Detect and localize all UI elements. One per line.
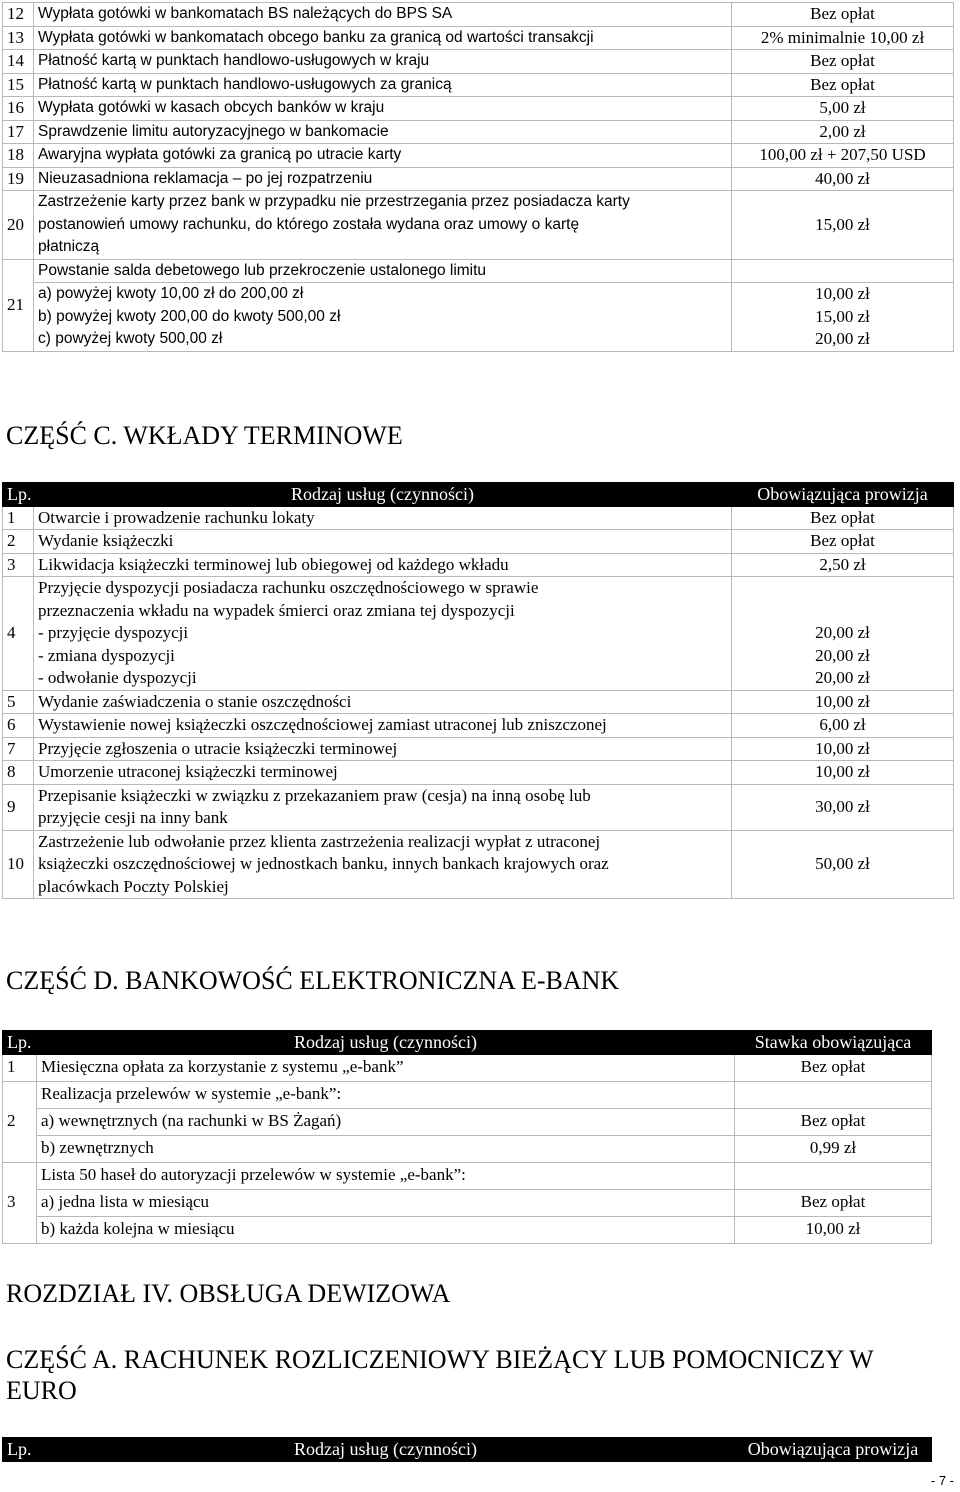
sub-description: b) zewnętrznych — [37, 1135, 735, 1162]
row-fee: 10,00 zł — [732, 737, 954, 761]
column-header-fee: Obowiązująca prowizja — [735, 1438, 932, 1462]
row-number: 14 — [3, 50, 34, 74]
sub-description: b) każda kolejna w miesiącu — [37, 1216, 735, 1243]
sub-description: - odwołanie dyspozycji — [34, 667, 732, 690]
sub-description: - przyjęcie dyspozycji — [34, 622, 732, 645]
sub-fee: 10,00 zł — [735, 1216, 932, 1243]
sub-description: c) powyżej kwoty 500,00 zł — [34, 328, 732, 351]
description-line: przyjęcie cesji na inny bank — [38, 808, 228, 827]
row-description: Wydanie zaświadczenia o stanie oszczędności — [34, 690, 732, 714]
table-row — [3, 737, 954, 761]
table-row — [3, 577, 954, 623]
sub-fee: 20,00 zł — [732, 667, 954, 690]
fees-table-term-deposits — [2, 482, 954, 899]
row-description: Wypłata gotówki w bankomatach BS należących do BPS SA — [34, 3, 732, 27]
sub-description: a) powyżej kwoty 10,00 zł do 200,00 zł — [34, 283, 732, 306]
row-number: 16 — [3, 97, 34, 121]
table-subrow — [3, 306, 954, 329]
row-description — [34, 191, 732, 260]
row-description — [34, 830, 732, 899]
table-row — [3, 259, 954, 283]
fees-table-cards — [2, 2, 954, 352]
row-description: Otwarcie i prowadzenie rachunku lokaty — [34, 506, 732, 530]
row-description: Likwidacja książeczki terminowej lub obiegowej od każdego wkładu — [34, 553, 732, 577]
row-fee: 5,00 zł — [732, 97, 954, 121]
description-line: Przyjęcie dyspozycji posiadacza rachunku oszczędnościowego w sprawie — [38, 578, 539, 597]
sub-description: a) wewnętrznych (na rachunki w BS Żagań) — [37, 1108, 735, 1135]
row-number: 18 — [3, 144, 34, 168]
table-subrow — [3, 645, 954, 668]
row-fee: Bez opłat — [732, 530, 954, 554]
table-row — [3, 144, 954, 168]
description-line: postanowień umowy rachunku, do którego została wydana oraz umowy o kartę — [38, 215, 580, 233]
chapter-title: ROZDZIAŁ IV. OBSŁUGA DEWIZOWA — [6, 1279, 451, 1308]
sub-description: b) powyżej kwoty 200,00 do kwoty 500,00 zł — [34, 306, 732, 329]
row-description: Płatność kartą w punktach handlowo-usługowych za granicą — [34, 73, 732, 97]
row-fee: 2,00 zł — [732, 120, 954, 144]
table-row — [3, 761, 954, 785]
column-header-service: Rodzaj usług (czynności) — [37, 1031, 735, 1055]
row-fee: 50,00 zł — [732, 830, 954, 899]
row-fee — [735, 1081, 932, 1108]
table-subrow — [3, 1189, 932, 1216]
table-subrow — [3, 667, 954, 690]
column-header-fee: Obowiązująca prowizja — [732, 483, 954, 507]
row-description: Lista 50 haseł do autoryzacji przelewów w systemie „e-bank”: — [37, 1162, 735, 1189]
row-description — [34, 577, 732, 623]
row-number: 4 — [3, 577, 34, 691]
fees-table-ebank — [2, 1030, 932, 1244]
table-row — [3, 530, 954, 554]
row-fee: Bez opłat — [732, 506, 954, 530]
row-number: 17 — [3, 120, 34, 144]
table-row — [3, 120, 954, 144]
sub-description: a) jedna lista w miesiącu — [37, 1189, 735, 1216]
table-row — [3, 167, 954, 191]
row-fee: 15,00 zł — [732, 191, 954, 260]
row-number: 2 — [3, 1081, 37, 1162]
sub-fee: Bez opłat — [735, 1189, 932, 1216]
table-row — [3, 97, 954, 121]
row-fee: 2% minimalnie 10,00 zł — [732, 26, 954, 50]
table-row — [3, 1054, 932, 1081]
table-row — [3, 553, 954, 577]
column-header-no: Lp. — [3, 1031, 37, 1055]
row-description: Nieuzasadniona reklamacja – po jej rozpatrzeniu — [34, 167, 732, 191]
table-header-row — [3, 1438, 932, 1462]
row-fee: Bez opłat — [732, 3, 954, 27]
row-fee: 100,00 zł + 207,50 USD — [732, 144, 954, 168]
sub-fee: 10,00 zł — [732, 283, 954, 306]
table-header-row — [3, 483, 954, 507]
row-number: 3 — [3, 553, 34, 577]
row-number: 1 — [3, 506, 34, 530]
description-line: przeznaczenia wkładu na wypadek śmierci oraz zmiana tej dyspozycji — [38, 600, 515, 620]
table-row — [3, 690, 954, 714]
section-title-part-c: CZĘŚĆ C. WKŁADY TERMINOWE — [6, 421, 403, 450]
row-number: 13 — [3, 26, 34, 50]
description-line: płatniczą — [38, 238, 100, 255]
row-number: 6 — [3, 714, 34, 738]
table-subrow — [3, 1135, 932, 1162]
sub-fee: 0,99 zł — [735, 1135, 932, 1162]
row-description: Przyjęcie zgłoszenia o utracie książeczki terminowej — [34, 737, 732, 761]
table-row — [3, 714, 954, 738]
table-header-row — [3, 1031, 932, 1055]
row-description: Powstanie salda debetowego lub przekroczenie ustalonego limitu — [34, 259, 732, 283]
row-number: 9 — [3, 784, 34, 830]
row-number: 15 — [3, 73, 34, 97]
table-subrow — [3, 1108, 932, 1135]
description-line: placówkach Poczty Polskiej — [38, 876, 229, 896]
row-fee — [732, 577, 954, 623]
description-line: Zastrzeżenie lub odwołanie przez klienta zastrzeżenia realizacji wypłat z utraconej — [38, 831, 601, 851]
row-fee: Bez opłat — [732, 73, 954, 97]
section-title-part-a: CZĘŚĆ A. RACHUNEK ROZLICZENIOWY BIEŻĄCY LUB POMOCNICZY W EURO — [6, 1345, 874, 1405]
row-description — [34, 784, 732, 830]
column-header-service: Rodzaj usług (czynności) — [34, 483, 732, 507]
row-description: Realizacja przelewów w systemie „e-bank”: — [37, 1081, 735, 1108]
sub-fee: 20,00 zł — [732, 328, 954, 351]
table-row — [3, 191, 954, 260]
row-fee: 2,50 zł — [732, 553, 954, 577]
row-number: 8 — [3, 761, 34, 785]
table-subrow — [3, 283, 954, 306]
row-number: 3 — [3, 1162, 37, 1243]
row-description: Umorzenie utraconej książeczki terminowej — [34, 761, 732, 785]
section-title-part-d: CZĘŚĆ D. BANKOWOŚĆ ELEKTRONICZNA E-BANK — [6, 966, 620, 995]
description-line: książeczki oszczędnościowej w jednostkach banku, innych bankach krajowych oraz — [38, 854, 609, 873]
fees-table-euro-account — [2, 1437, 932, 1462]
sub-fee: 20,00 zł — [732, 645, 954, 668]
column-header-service: Rodzaj usług (czynności) — [37, 1438, 735, 1462]
table-row — [3, 50, 954, 74]
row-description: Wydanie książeczki — [34, 530, 732, 554]
sub-description: - zmiana dyspozycji — [34, 645, 732, 668]
row-fee: Bez opłat — [735, 1054, 932, 1081]
row-fee: 30,00 zł — [732, 784, 954, 830]
sub-fee: 15,00 zł — [732, 306, 954, 329]
row-fee: Bez opłat — [732, 50, 954, 74]
row-fee — [735, 1162, 932, 1189]
row-fee: 10,00 zł — [732, 761, 954, 785]
row-number: 21 — [3, 259, 34, 351]
column-header-no: Lp. — [3, 483, 34, 507]
row-fee: 10,00 zł — [732, 690, 954, 714]
column-header-fee: Stawka obowiązująca — [735, 1031, 932, 1055]
table-row — [3, 784, 954, 830]
row-description: Miesięczna opłata za korzystanie z systemu „e-bank” — [37, 1054, 735, 1081]
row-number: 5 — [3, 690, 34, 714]
row-number: 10 — [3, 830, 34, 899]
row-fee — [732, 259, 954, 283]
row-description: Płatność kartą w punktach handlowo-usługowych w kraju — [34, 50, 732, 74]
column-header-no: Lp. — [3, 1438, 37, 1462]
table-row — [3, 26, 954, 50]
row-description: Wystawienie nowej książeczki oszczędnościowej zamiast utraconej lub zniszczonej — [34, 714, 732, 738]
row-number: 2 — [3, 530, 34, 554]
table-row — [3, 73, 954, 97]
table-subrow — [3, 1216, 932, 1243]
row-number: 19 — [3, 167, 34, 191]
row-fee: 40,00 zł — [732, 167, 954, 191]
sub-fee: Bez opłat — [735, 1108, 932, 1135]
row-description: Wypłata gotówki w bankomatach obcego banku za granicą od wartości transakcji — [34, 26, 732, 50]
table-subrow — [3, 328, 954, 351]
row-number: 20 — [3, 191, 34, 260]
description-line: Zastrzeżenie karty przez bank w przypadku nie przestrzegania przez posiadacza karty — [38, 193, 630, 210]
row-number: 12 — [3, 3, 34, 27]
table-row — [3, 506, 954, 530]
page-number: - 7 - — [930, 1473, 954, 1488]
row-fee: 6,00 zł — [732, 714, 954, 738]
sub-fee: 20,00 zł — [732, 622, 954, 645]
row-description: Awaryjna wypłata gotówki za granicą po utracie karty — [34, 144, 732, 168]
table-row — [3, 3, 954, 27]
table-row — [3, 830, 954, 899]
row-description: Wypłata gotówki w kasach obcych banków w kraju — [34, 97, 732, 121]
table-subrow — [3, 622, 954, 645]
row-description: Sprawdzenie limitu autoryzacyjnego w bankomacie — [34, 120, 732, 144]
table-row — [3, 1081, 932, 1108]
table-row — [3, 1162, 932, 1189]
row-number: 1 — [3, 1054, 37, 1081]
row-number: 7 — [3, 737, 34, 761]
description-line: Przepisanie książeczki w związku z przekazaniem praw (cesja) na inną osobę lub — [38, 785, 591, 805]
